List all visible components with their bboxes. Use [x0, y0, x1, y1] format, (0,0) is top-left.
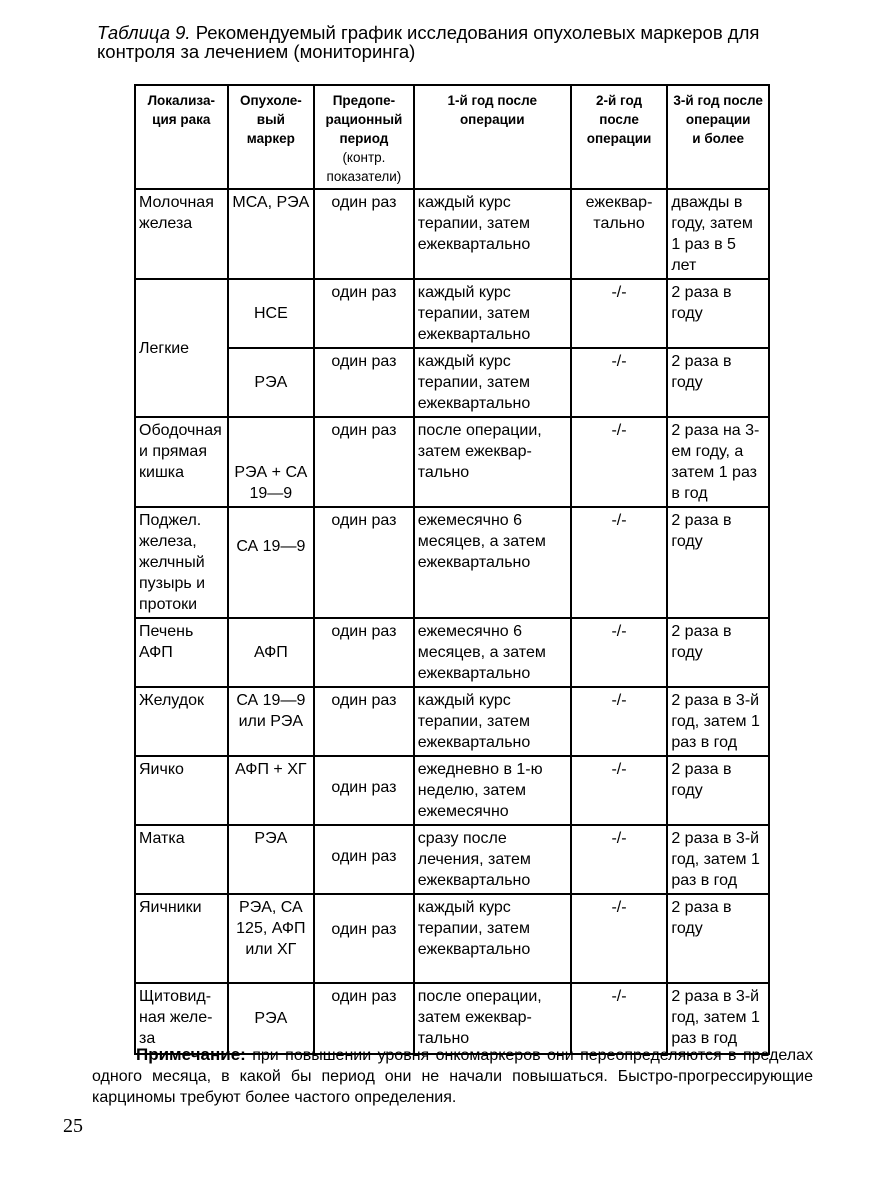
- cell-year3: 2 раза в году: [667, 894, 769, 983]
- table-number: Таблица 9.: [97, 22, 191, 43]
- cell-preop: один раз: [314, 507, 414, 618]
- cell-marker: АФП: [228, 618, 315, 687]
- cell-preop: один раз: [314, 348, 414, 417]
- cell-year2: -/-: [571, 279, 668, 348]
- header-preop-label: Предопе-рационный период: [325, 93, 403, 146]
- table-row: [135, 825, 769, 894]
- cell-year3: 2 раза в году: [667, 507, 769, 618]
- cell-localization: Легкие: [135, 279, 228, 417]
- cell-preop: один раз: [314, 417, 414, 507]
- cell-year3: 2 раза в 3-й год, затем 1 раз в год: [667, 983, 769, 1054]
- cell-localization: Матка: [135, 825, 228, 894]
- cell-preop: один раз: [314, 983, 414, 1054]
- cell-marker: СА 19—9 или РЭА: [228, 687, 315, 756]
- cell-year1: после операции, затем ежеквар-тально: [414, 417, 571, 507]
- cell-year2: -/-: [571, 825, 668, 894]
- cell-marker: РЭА, СА 125, АФП или ХГ: [228, 894, 315, 983]
- cell-localization: Щитовид-ная желе-за: [135, 983, 228, 1054]
- cell-localization: Поджел. железа, желчный пузырь и протоки: [135, 507, 228, 618]
- table-row: [135, 687, 769, 756]
- cell-marker: СА 19—9: [228, 507, 315, 618]
- cell-year1: каждый курс терапии, затем ежеквартально: [414, 348, 571, 417]
- table-row: [135, 894, 769, 983]
- table-row: [135, 618, 769, 687]
- header-year2: 2-й год после операции: [571, 85, 668, 189]
- table-row: [135, 756, 769, 825]
- table-row: [135, 348, 769, 417]
- cell-year1: после операции, затем ежеквар-тально: [414, 983, 571, 1054]
- header-marker: Опухоле-вый маркер: [228, 85, 315, 189]
- monitoring-table: [134, 84, 770, 1055]
- cell-marker: РЭА: [228, 348, 315, 417]
- header-year3: [667, 85, 769, 189]
- cell-year1: каждый курс терапии, затем ежеквартально: [414, 894, 571, 983]
- cell-year2: -/-: [571, 894, 668, 983]
- cell-year2: -/-: [571, 348, 668, 417]
- page-number: 25: [63, 1115, 83, 1137]
- cell-localization: Ободочная и прямая кишка: [135, 417, 228, 507]
- cell-year3: дважды в году, затем 1 раз в 5 лет: [667, 189, 769, 279]
- header-localization: Локализа-ция рака: [135, 85, 228, 189]
- cell-year1: ежедневно в 1-ю неделю, затем ежемесячно: [414, 756, 571, 825]
- cell-marker: РЭА: [228, 983, 315, 1054]
- header-year3-label: 3-й год после операции: [673, 93, 763, 127]
- table-note: [92, 1044, 813, 1108]
- table-caption: [97, 23, 813, 61]
- cell-localization: Яичники: [135, 894, 228, 983]
- header-year3-more: и более: [692, 131, 745, 146]
- cell-localization: Яичко: [135, 756, 228, 825]
- cell-preop: один раз: [314, 279, 414, 348]
- cell-year3: 2 раза в году: [667, 618, 769, 687]
- cell-year2: -/-: [571, 687, 668, 756]
- cell-year2: -/-: [571, 756, 668, 825]
- cell-year2: -/-: [571, 618, 668, 687]
- cell-localization: Желудок: [135, 687, 228, 756]
- cell-year1: каждый курс терапии, затем ежеквартально: [414, 189, 571, 279]
- table-row: [135, 189, 769, 279]
- cell-preop: один раз: [314, 618, 414, 687]
- cell-preop: один раз: [314, 687, 414, 756]
- cell-year3: 2 раза в 3-й год, затем 1 раз в год: [667, 825, 769, 894]
- cell-year1: ежемесячно 6 месяцев, а затем ежеквартально: [414, 507, 571, 618]
- cell-year2: -/-: [571, 417, 668, 507]
- cell-year2: ежеквар-тально: [571, 189, 668, 279]
- cell-localization: Молочная железа: [135, 189, 228, 279]
- cell-localization: Печень АФП: [135, 618, 228, 687]
- cell-marker: МСА, РЭА: [228, 189, 315, 279]
- cell-year1: сразу после лечения, затем ежеквартально: [414, 825, 571, 894]
- cell-year2: -/-: [571, 983, 668, 1054]
- cell-preop: один раз: [314, 756, 414, 825]
- table-header-row: [135, 85, 769, 189]
- cell-preop: один раз: [314, 189, 414, 279]
- cell-year3: 2 раза на 3-ем году, а затем 1 раз в год: [667, 417, 769, 507]
- table-row: [135, 279, 769, 348]
- cell-marker: РЭА + СА 19—9: [228, 417, 315, 507]
- cell-year2: -/-: [571, 507, 668, 618]
- header-preop: [314, 85, 414, 189]
- header-year1: 1-й год после операции: [414, 85, 571, 189]
- note-label: Примечание:: [136, 1045, 246, 1064]
- cell-year3: 2 раза в году: [667, 279, 769, 348]
- table-row: [135, 417, 769, 507]
- cell-preop: один раз: [314, 825, 414, 894]
- note-text: при повышении уровня онкомаркеров они переопределяются в пределах одного месяца, в какой бы период они не начали повышаться. Быстро-прогрессирующие карциномы требуют более частого определения.: [92, 1047, 813, 1106]
- cell-marker: РЭА: [228, 825, 315, 894]
- cell-year3: 2 раза в году: [667, 756, 769, 825]
- cell-year1: ежемесячно 6 месяцев, а затем ежеквартально: [414, 618, 571, 687]
- cell-year3: 2 раза в году: [667, 348, 769, 417]
- cell-year1: каждый курс терапии, затем ежеквартально: [414, 279, 571, 348]
- table-row: [135, 507, 769, 618]
- cell-year3: 2 раза в 3-й год, затем 1 раз в год: [667, 687, 769, 756]
- table-title: Рекомендуемый график исследования опухолевых маркеров для контроля за лечением (мониторинга): [97, 22, 760, 62]
- cell-marker: НСЕ: [228, 279, 315, 348]
- header-preop-note: (контр. показатели): [326, 150, 402, 184]
- cell-preop: один раз: [314, 894, 414, 983]
- cell-year1: каждый курс терапии, затем ежеквартально: [414, 687, 571, 756]
- cell-marker: АФП + ХГ: [228, 756, 315, 825]
